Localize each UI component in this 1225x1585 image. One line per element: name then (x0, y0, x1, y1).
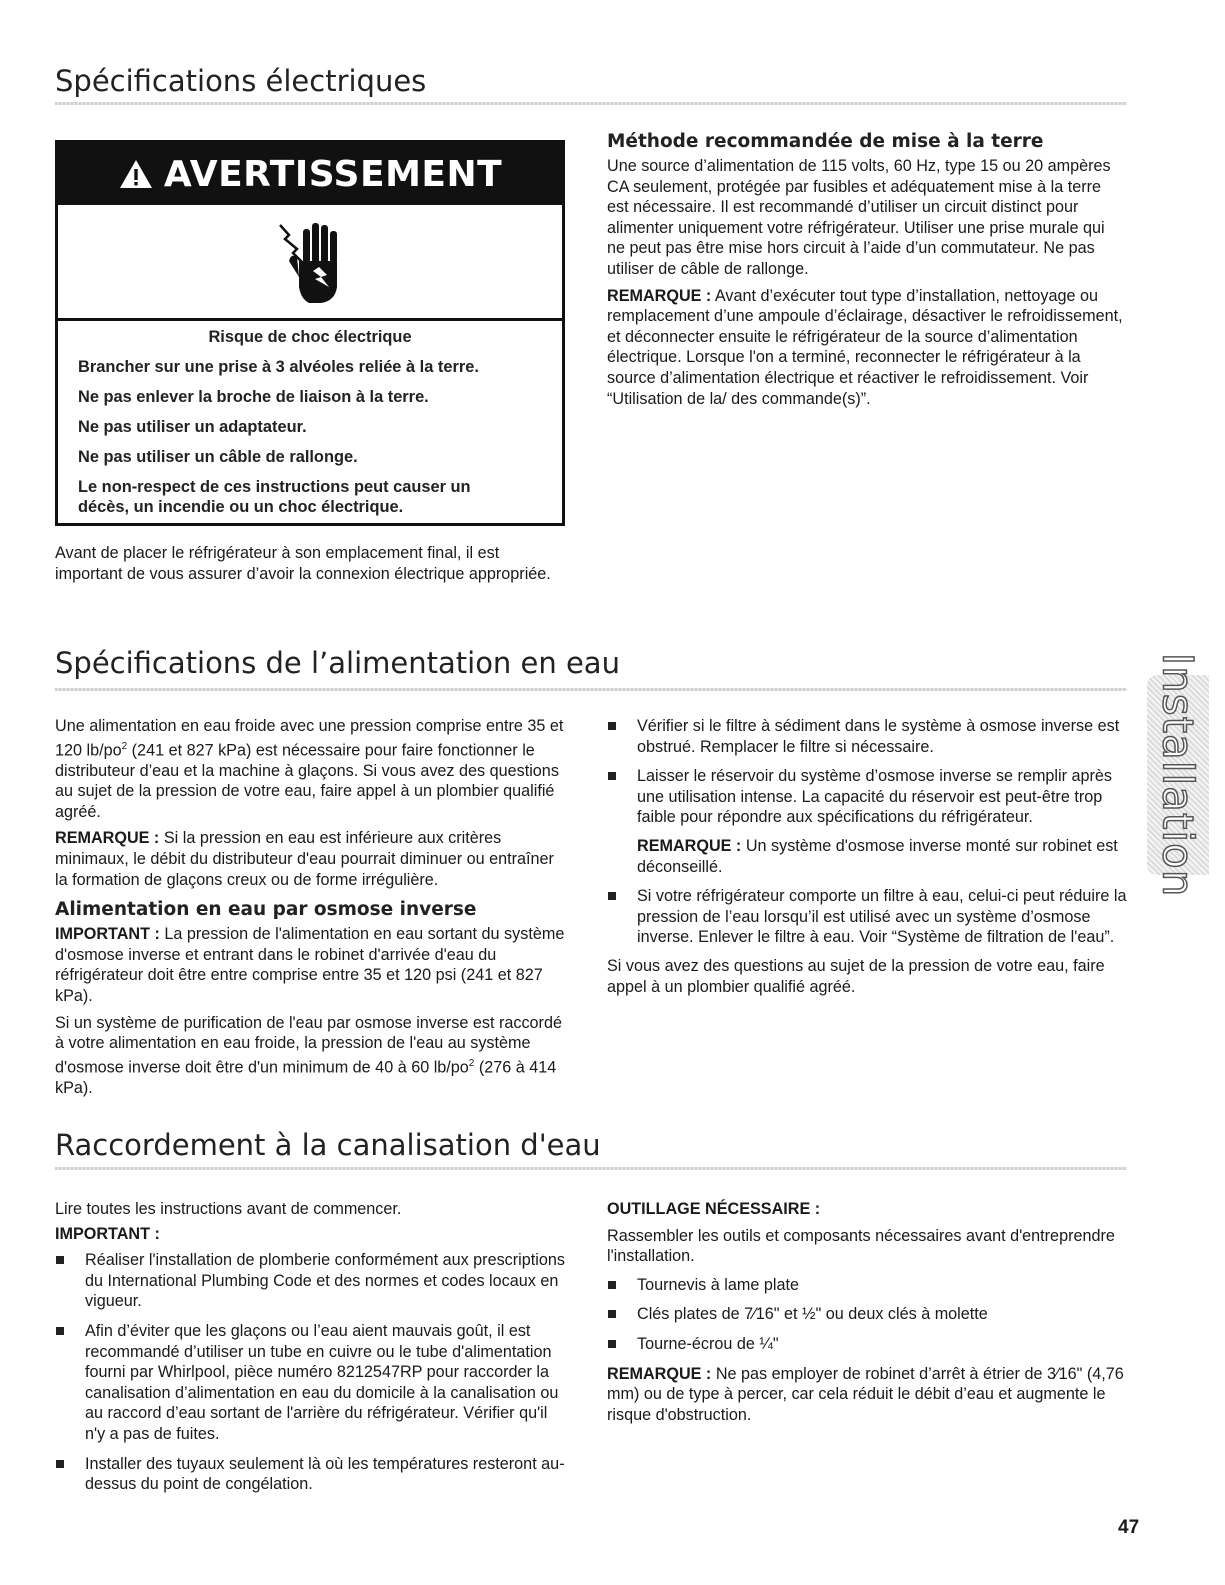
section-title-electrical: Spécifications électriques (55, 64, 427, 98)
connection-intro: Lire toutes les instructions avant de commencer. (55, 1200, 402, 1218)
ro-important (55, 924, 570, 1006)
water-bullet-list (607, 716, 1127, 948)
tools-list (607, 1275, 1127, 1355)
water-intro-a: Une alimentation en eau froide avec une pression comprise entre 35 et 120 lb/po (55, 717, 564, 759)
water-intro-b: (241 et 827 kPa) est nécessaire pour faire fonctionner le distributeur d’eau et la machine à glaçons. Si vous avez des questions au sujet de la pression de votre eau, faire appel à un plombier qualifié agréé. (55, 740, 559, 821)
ro-text (55, 1013, 570, 1099)
warning-line: Le non-respect de ces instructions peut causer un décès, un incendie ou un choc électrique. (78, 478, 471, 516)
tools-intro: Rassembler les outils et composants nécessaires avant d'entreprendre l'installation. (607, 1226, 1115, 1266)
warning-body (58, 321, 562, 517)
list-item (607, 1334, 1127, 1355)
connection-bullet-list (55, 1250, 570, 1495)
bullet-text: Si votre réfrigérateur comporte un filtre à eau, celui-ci peut réduire la pression de l’eau lorsqu’il est utilisé avec un système d’osmose inverse. Enlever le filtre à eau. Voir “Système de filtration de l'eau”. (637, 887, 1127, 947)
side-tab (1147, 652, 1209, 898)
warning-line: Brancher sur une prise à 3 alvéoles reliée à la terre. (78, 358, 479, 376)
superscript: 2 (121, 740, 128, 752)
bullet-square-icon (56, 1327, 64, 1335)
list-item (55, 1250, 570, 1312)
note-text: Si la pression en eau est inférieure aux critères minimaux, le débit du distributeur d'eau pourrait diminuer ou entraîner la formation de glaçons creux ou de forme irrégulière. (55, 829, 554, 889)
bullet-square-icon (608, 772, 616, 780)
warning-header-label: AVERTISSEMENT (163, 153, 503, 195)
tool-text: Tournevis à lame plate (637, 1275, 799, 1294)
bullet-square-icon (608, 722, 616, 730)
bullet-square-icon (56, 1256, 64, 1264)
tools-heading (607, 1199, 1127, 1220)
water-note (55, 828, 570, 890)
tool-text: Tourne-écrou de (637, 1334, 760, 1353)
bullet-text: Réaliser l'installation de plomberie conformément aux prescriptions du International Plumbing Code et des normes et codes locaux en vigueur. (85, 1251, 565, 1311)
note-text: Ne pas employer de robinet d’arrêt à étrier de (711, 1364, 1047, 1383)
tools-column (607, 1199, 1127, 1425)
list-item (607, 1304, 1127, 1325)
bullet-square-icon (608, 1310, 616, 1318)
bullet-square-icon (608, 1340, 616, 1348)
warning-triangle-icon (118, 158, 154, 190)
bullet-note (637, 836, 1127, 877)
tool-text: Clés plates de (637, 1305, 745, 1324)
shock-hazard-area (58, 205, 562, 321)
page-number: 47 (1118, 1517, 1140, 1538)
note-label: REMARQUE : (607, 1364, 712, 1383)
important-label: IMPORTANT : (55, 1224, 160, 1243)
ro-text-a: Si un système de purification de l'eau par osmose inverse est raccordé à votre alimentation en eau froide, la pression de l'eau au système d'osmose inverse doit être d'un minimum de 40 à 60 lb/po (55, 1013, 562, 1077)
electrical-before-text: Avant de placer le réfrigérateur à son emplacement final, il est important de vous assurer d’avoir la connexion électrique appropriée. (55, 544, 551, 583)
ro-heading: Alimentation en eau par osmose inverse (55, 899, 477, 921)
fraction: ¼ (759, 1334, 773, 1353)
warning-line: Ne pas utiliser un adaptateur. (78, 418, 307, 436)
fraction: 7⁄16 (744, 1305, 774, 1324)
water-closing: Si vous avez des questions au sujet de la pression de votre eau, faire appel à un plombier qualifié agréé. (607, 956, 1105, 996)
fraction: 3⁄16 (1046, 1364, 1077, 1383)
bullet-text: Afin d’éviter que les glaçons ou l’eau aient mauvais goût, il est recommandé d’utiliser un tube en cuivre ou le tube d'alimentation fourni par Whirlpool, pièce numéro 8212547RP pour raccorder la canalisation d’alimentation en eau du domicile à la canalisation ou au raccord d’eau sortant de l'arrière du réfrigérateur. Vérifier qu'il n'y a pas de fuites. (85, 1321, 559, 1443)
tools-heading-label: OUTILLAGE NÉCESSAIRE : (607, 1200, 821, 1218)
connection-left-column (55, 1199, 570, 1504)
warning-box (55, 140, 565, 526)
side-tab-label: Installation (1153, 652, 1203, 898)
section-rule (55, 688, 1127, 691)
note-text: " (4,76 mm) ou de type à percer, car cela réduit le débit d’eau et augmente le risque d'obstruction. (607, 1364, 1124, 1424)
warning-header (58, 143, 562, 205)
important-label: IMPORTANT : (55, 925, 160, 944)
list-item (607, 716, 1127, 757)
note-label: REMARQUE : (607, 286, 712, 305)
important-text: La pression de l'alimentation en eau sortant du système d'osmose inverse et entrant dans le robinet d'arrivée d'eau du réfrigérateur doit être entre comprise entre 35 et 120 psi (241 et 827 kPa). (55, 925, 565, 1005)
section-rule (55, 1167, 1127, 1170)
grounding-column (607, 131, 1127, 409)
grounding-text: Une source d’alimentation de 115 volts, 60 Hz, type 15 ou 20 ampères CA seulement, protégée par fusibles et adéquatement mise à la terre est nécessaire. Il est recommandé d’utiliser un circuit distinct pour alimenter uniquement votre réfrigérateur. Utiliser une prise murale qui ne peut pas être mise hors circuit à l’aide d’un commutateur. Ne pas utiliser de câble de rallonge. (607, 157, 1111, 278)
list-item (55, 1321, 570, 1445)
bullet-square-icon (608, 892, 616, 900)
tool-text: " ou deux clés à molette (815, 1305, 988, 1324)
tool-text: " (772, 1334, 779, 1353)
grounding-heading: Méthode recommandée de mise à la terre (607, 131, 1044, 152)
list-item (55, 1454, 570, 1495)
warning-risk-title: Risque de choc électrique (208, 328, 412, 346)
tools-note (607, 1364, 1127, 1426)
note-label: REMARQUE : (637, 836, 742, 855)
fraction: ½ (802, 1305, 816, 1324)
water-left-column (55, 716, 570, 1098)
warning-line: Ne pas enlever la broche de liaison à la terre. (78, 388, 429, 406)
ro-text-b: (276 à 414 kPa). (55, 1058, 557, 1097)
connection-important (55, 1224, 570, 1245)
section-title-water: Spécifications de l’alimentation en eau (55, 646, 620, 680)
note-text: Un système d'osmose inverse monté sur robinet est déconseillé. (637, 836, 1118, 876)
warning-line: Ne pas utiliser un câble de rallonge. (78, 448, 358, 466)
note-text: Avant d’exécuter tout type d’installation, nettoyage ou remplacement d’une ampoule d’éclairage, désactiver le refroidissement, et déconnecter ensuite le réfrigérateur de la source d’alimentation électrique. Lorsque l'on a terminé, reconnecter le réfrigérateur à la source d’alimentation électrique et réactiver le refroidissement. Voir “Utilisation de la/ des commande(s)”. (607, 286, 1123, 408)
bullet-square-icon (608, 1281, 616, 1289)
bullet-square-icon (56, 1460, 64, 1468)
list-item (607, 886, 1127, 948)
electric-shock-hand-icon (275, 217, 345, 307)
section-rule (55, 102, 1127, 105)
list-item (607, 766, 1127, 877)
grounding-note (607, 286, 1127, 410)
list-item (607, 1275, 1127, 1296)
bullet-text: Laisser le réservoir du système d’osmose inverse se remplir après une utilisation intense. La capacité du réservoir est peut-être trop faible pour répondre aux spécifications du réfrigérateur. (637, 767, 1113, 827)
water-intro (55, 716, 570, 822)
bullet-text: Vérifier si le filtre à sédiment dans le système à osmose inverse est obstrué. Remplacer le filtre si nécessaire. (637, 717, 1120, 756)
water-right-column (607, 716, 1127, 997)
note-label: REMARQUE : (55, 829, 160, 848)
section-title-connection: Raccordement à la canalisation d'eau (55, 1128, 601, 1162)
superscript: 2 (468, 1057, 475, 1069)
bullet-text: Installer des tuyaux seulement là où les températures resteront au-dessus du point de congélation. (85, 1454, 565, 1494)
tool-text: " et (773, 1305, 803, 1324)
